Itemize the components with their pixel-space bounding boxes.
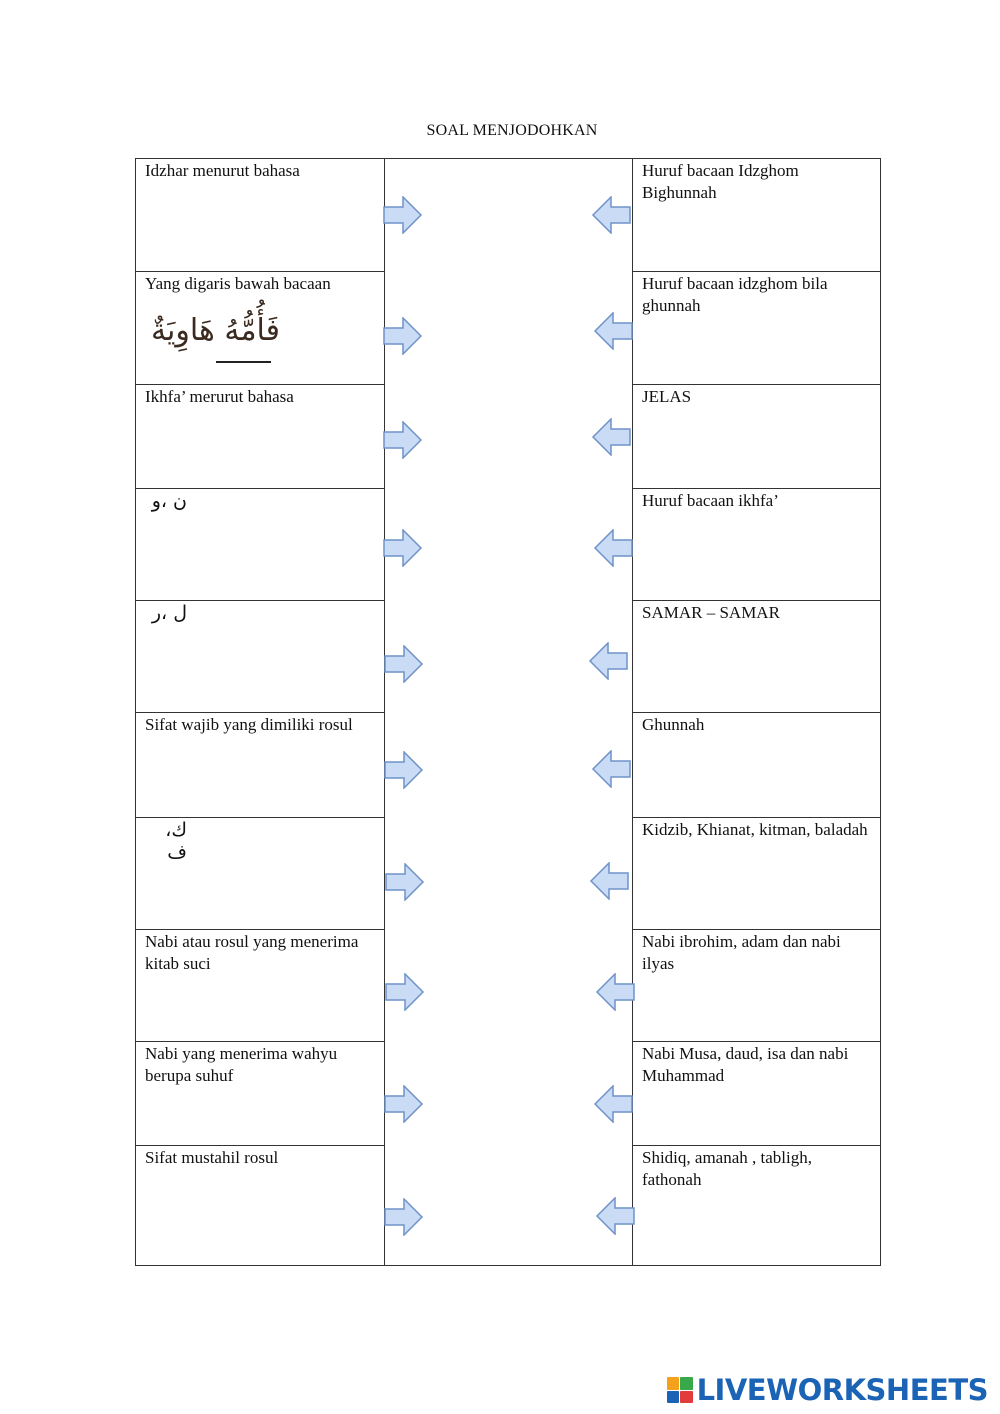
row-divider-right: [632, 1145, 881, 1146]
row-divider-right: [632, 712, 881, 713]
arrow-right-icon[interactable]: [385, 863, 425, 901]
arrow-left-icon[interactable]: [591, 418, 631, 456]
row-divider-right: [632, 929, 881, 930]
table-border-top: [135, 158, 881, 159]
quran-excerpt-image: فَأُمُّهُ هَاوِيَةٌ: [150, 313, 280, 348]
left-item: Nabi atau rosul yang menerima kitab suci: [145, 932, 359, 973]
row-divider-right: [632, 817, 881, 818]
row-divider-left: [135, 817, 384, 818]
arrow-left-icon[interactable]: [591, 196, 631, 234]
row-divider-right: [632, 271, 881, 272]
left-item: ك، ف: [165, 819, 187, 863]
brand-footer[interactable]: [667, 1374, 988, 1406]
table-border-bottom: [135, 1265, 881, 1266]
row-divider-left: [135, 488, 384, 489]
arrow-left-icon[interactable]: [593, 312, 633, 350]
row-divider-left: [135, 600, 384, 601]
left-item: Nabi yang menerima wahyu berupa suhuf: [145, 1044, 338, 1085]
right-item: Ghunnah: [642, 715, 705, 734]
left-item: Ikhfa’ merurut bahasa: [145, 387, 294, 406]
arrow-right-icon[interactable]: [384, 1085, 424, 1123]
arrow-left-icon[interactable]: [593, 1085, 633, 1123]
arrow-right-icon[interactable]: [383, 421, 423, 459]
row-divider-left: [135, 384, 384, 385]
right-item: Nabi ibrohim, adam dan nabi ilyas: [642, 932, 841, 973]
arrow-left-icon[interactable]: [593, 529, 633, 567]
row-divider-right: [632, 600, 881, 601]
right-item: Shidiq, amanah , tabligh, fathonah: [642, 1148, 812, 1189]
arrow-right-icon[interactable]: [383, 529, 423, 567]
right-item: Huruf bacaan idzghom bila ghunnah: [642, 274, 828, 315]
arrow-right-icon[interactable]: [383, 317, 423, 355]
row-divider-left: [135, 712, 384, 713]
row-divider-left: [135, 1145, 384, 1146]
liveworksheets-logo-icon: [667, 1377, 693, 1403]
arrow-right-icon[interactable]: [384, 751, 424, 789]
arrow-left-icon[interactable]: [589, 862, 629, 900]
right-item: Huruf bacaan Idzghom Bighunnah: [642, 161, 799, 202]
page-title: SOAL MENJODOHKAN: [426, 122, 598, 139]
arrow-left-icon[interactable]: [595, 1197, 635, 1235]
right-item: Huruf bacaan ikhfa’: [642, 491, 779, 510]
arrow-right-icon[interactable]: [384, 645, 424, 683]
row-divider-right: [632, 488, 881, 489]
row-divider-left: [135, 929, 384, 930]
right-item: Kidzib, Khianat, kitman, baladah: [642, 820, 868, 839]
row-divider-left: [135, 1041, 384, 1042]
left-item: Yang digaris bawah bacaan: [145, 274, 331, 293]
right-item: Nabi Musa, daud, isa dan nabi Muhammad: [642, 1044, 849, 1085]
left-item: Sifat wajib yang dimiliki rosul: [145, 715, 353, 734]
arrow-right-icon[interactable]: [385, 973, 425, 1011]
left-item: ل ،ر: [151, 602, 187, 624]
left-item: Sifat mustahil rosul: [145, 1148, 279, 1167]
left-item: Idzhar menurut bahasa: [145, 161, 300, 180]
underline-mark: [216, 361, 271, 363]
arrow-left-icon[interactable]: [591, 750, 631, 788]
brand-name: LIVEWORKSHEETS: [696, 1373, 988, 1407]
row-divider-left: [135, 271, 384, 272]
arrow-left-icon[interactable]: [595, 973, 635, 1011]
left-item: ن ،و: [151, 490, 187, 512]
arrow-left-icon[interactable]: [588, 642, 628, 680]
right-item: JELAS: [642, 387, 692, 406]
row-divider-right: [632, 1041, 881, 1042]
row-divider-right: [632, 384, 881, 385]
arrow-right-icon[interactable]: [384, 1198, 424, 1236]
right-item: SAMAR – SAMAR: [642, 603, 780, 622]
arrow-right-icon[interactable]: [383, 196, 423, 234]
